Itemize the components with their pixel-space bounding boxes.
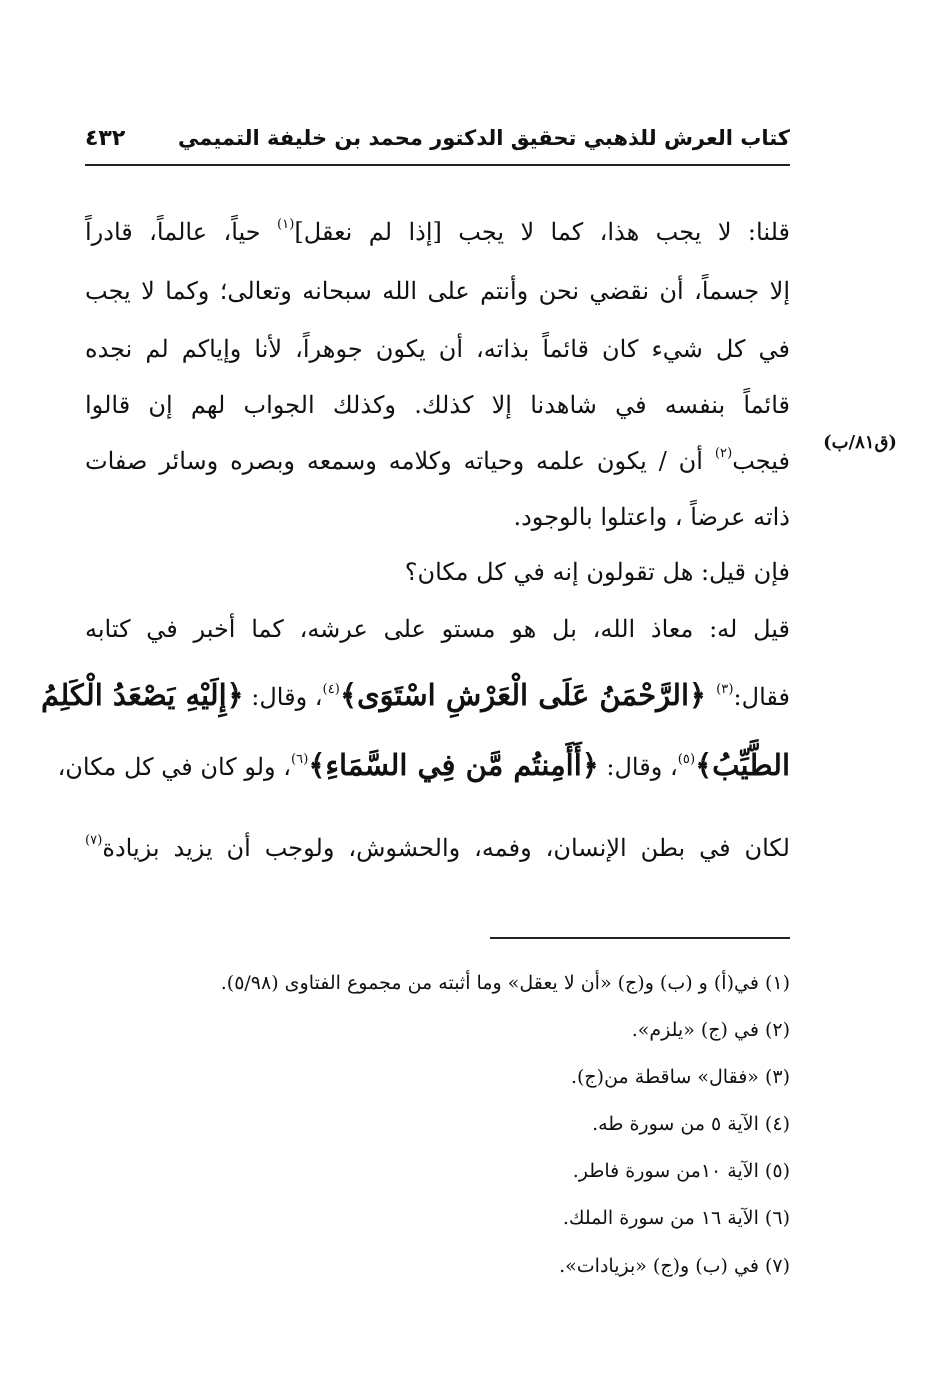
- footnote-separator: [490, 937, 790, 939]
- footnote-2: (٢) في (ج) «يلزم».: [631, 1019, 790, 1041]
- body-line-3: في كل شيء كان قائماً بذاته، أن يكون جوهراً، لأنا وإياكم لم نجده: [85, 335, 790, 363]
- text-segment: قلنا: لا يجب هذا، كما لا يجب [إذا لم نعقل]: [294, 218, 790, 246]
- body-line-6: ذاته عرضاً ، واعتلوا بالوجود.: [513, 503, 790, 531]
- page-number: ٤٣٢: [85, 126, 126, 151]
- quran-verse: الطَّيِّبُ﴾: [695, 748, 790, 782]
- footnote-3: (٣) «فقال» ساقطة من(ج).: [570, 1066, 790, 1088]
- body-line-9: [41, 666, 790, 724]
- footnote-5: (٥) الآية ١٠من سورة فاطر.: [572, 1160, 790, 1182]
- quran-verse: ﴿الرَّحْمَنُ عَلَى الْعَرْشِ اسْتَوَى﴾: [339, 678, 717, 712]
- text-segment: ، وقال:: [243, 683, 323, 711]
- footnote-ref-2: (٢): [714, 446, 733, 462]
- body-line-8: قيل له: معاذ الله، بل هو مستو على عرشه، كما أخبر في كتابه: [85, 615, 790, 643]
- body-line-5: [85, 436, 790, 486]
- body-line-2: إلا جسماً، أن نقضي نحن وأنتم على الله سبحانه وتعالى؛ وكما لا يجب: [85, 277, 790, 305]
- footnote-ref-1: (١): [277, 217, 295, 233]
- body-line-1: [85, 207, 790, 257]
- footnote-ref-3: (٣): [716, 682, 734, 698]
- text-segment: ، ولو كان في كل مكان،: [57, 753, 291, 781]
- body-line-7: فإن قيل: هل تقولون إنه في كل مكان؟: [404, 558, 790, 586]
- footnote-ref-6: (٦): [291, 752, 309, 768]
- header-rule: [85, 164, 790, 166]
- text-segment: فقال:: [733, 683, 790, 711]
- text-segment: حياً، عالماً، قادراً: [85, 218, 278, 246]
- text-segment: أن / يكون علمه وحياته وكلامه وسمعه وبصره وسائر صفات: [85, 447, 715, 475]
- footnote-7: (٧) في (ب) و(ج) «بزيادات».: [559, 1255, 790, 1277]
- manuscript-folio-marker: (ق٨١/ب): [823, 432, 897, 453]
- running-header: [85, 118, 790, 166]
- quran-verse: ﴿أَأَمِنتُم مَّن فِي السَّمَاءِ﴾: [308, 748, 599, 782]
- text-segment: فيجب: [732, 447, 790, 475]
- text-segment: ، وقال:: [598, 753, 678, 781]
- footnote-4: (٤) الآية ٥ من سورة طه.: [592, 1113, 790, 1135]
- header-title: كتاب العرش للذهبي تحقيق الدكتور محمد بن خليفة التميمي: [178, 126, 790, 150]
- footnote-ref-7: (٧): [85, 833, 103, 849]
- quran-verse: ﴿إِلَيْهِ يَصْعَدُ الْكَلِمُ: [41, 678, 244, 712]
- body-line-11: [85, 823, 790, 873]
- body-line-4: قائماً بنفسه في شاهدنا إلا كذلك. وكذلك الجواب لهم إن قالوا: [85, 391, 790, 419]
- footnote-ref-4: (٤): [322, 682, 340, 698]
- footnote-ref-5: (٥): [677, 752, 696, 768]
- body-line-10: [57, 736, 790, 794]
- footnote-1: (١) في(أ) و (ب) و(ج) «أن لا يعقل» وما أثبته من مجموع الفتاوى (٥/٩٨).: [220, 972, 790, 994]
- text-segment: لكان في بطن الإنسان، وفمه، والحشوش، ولوجب أن يزيد بزيادة: [102, 834, 790, 862]
- footnote-6: (٦) الآية ١٦ من سورة الملك.: [562, 1207, 790, 1229]
